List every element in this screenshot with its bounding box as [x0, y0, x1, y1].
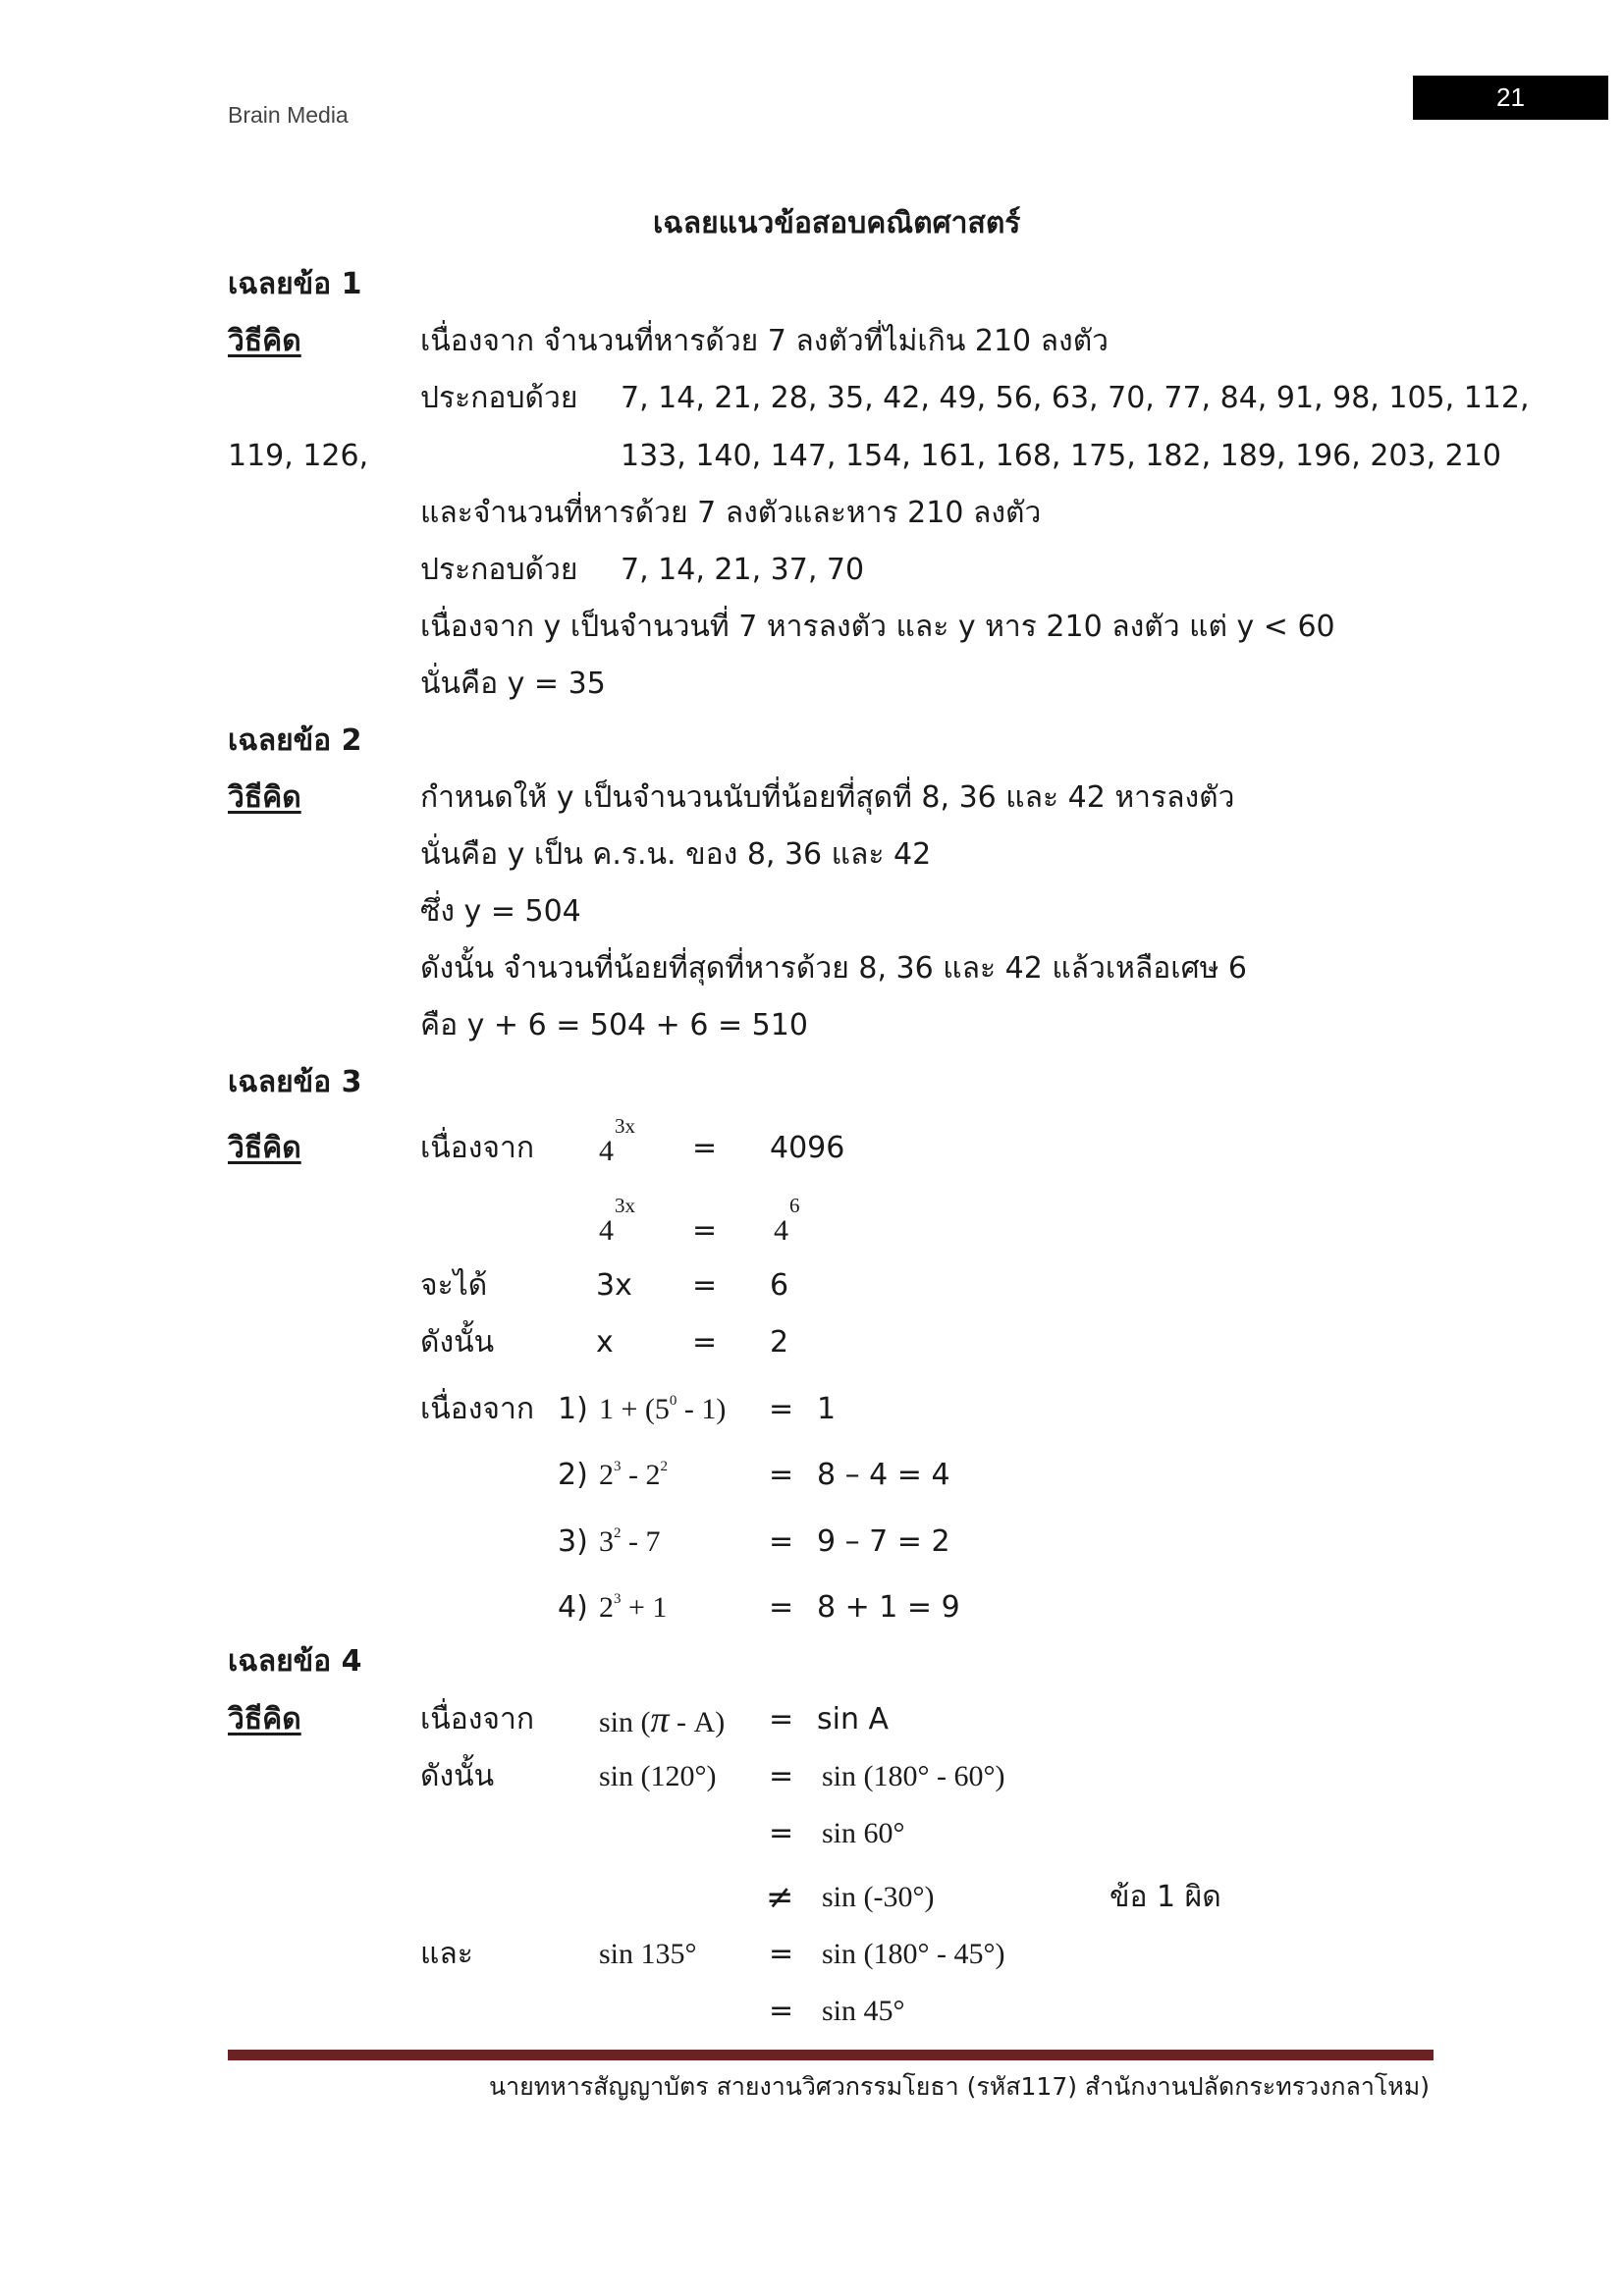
q4-l3-rhs: sin 60° — [822, 1817, 905, 1849]
q2-line-3: ซึ่ง y = 504 — [420, 894, 581, 929]
q4-l1-rhs: sin A — [817, 1702, 890, 1736]
q4-l2-equals: = — [769, 1759, 794, 1793]
q3-opt-1-equals: = — [769, 1392, 794, 1426]
q4-l4-note: ข้อ 1 ผิด — [1110, 1880, 1221, 1914]
q1-line-5-label: ประกอบด้วย — [420, 553, 578, 587]
q4-l2-lhs: sin (120°) — [599, 1760, 717, 1792]
q3-eq3-equals: = — [692, 1268, 718, 1303]
q4-l5-equals: = — [769, 1937, 794, 1971]
q4-l6-equals: = — [769, 1994, 794, 2028]
q3-eq2-rhs-exp: 6 — [789, 1194, 800, 1217]
q3-eq2-equals: = — [692, 1213, 718, 1248]
q1-line-2-label: ประกอบด้วย — [420, 381, 578, 415]
q2-line-2: นั่นคือ y เป็น ค.ร.น. ของ 8, 36 และ 42 — [420, 837, 932, 872]
header-brand: Brain Media — [228, 102, 349, 128]
q3-eq3-lhs: 3x — [596, 1268, 632, 1303]
q3-since-2: เนื่องจาก — [420, 1392, 535, 1426]
q3-opt-3-num: 3) — [558, 1524, 588, 1559]
q1-heading: เฉลยข้อ 1 — [228, 267, 362, 301]
q4-l5-rhs: sin (180° - 45°) — [822, 1938, 1005, 1970]
q1-line-6: เนื่องจาก y เป็นจำนวนที่ 7 หารลงตัว และ y หาร 210 ลงตัว แต่ y < 60 — [420, 610, 1335, 644]
q3-heading: เฉลยข้อ 3 — [228, 1065, 362, 1099]
q1-line-1: เนื่องจาก จำนวนที่หารด้วย 7 ลงตัวที่ไม่เกิน 210 ลงตัว — [420, 324, 1110, 358]
q4-l6-rhs: sin 45° — [822, 1995, 905, 2027]
q4-therefore: ดังนั้น — [420, 1759, 495, 1793]
q1-line-2-values: 7, 14, 21, 28, 35, 42, 49, 56, 63, 70, 77, 84, 91, 98, 105, 112, — [621, 381, 1530, 415]
q3-eq4-rhs: 2 — [770, 1325, 789, 1360]
q3-therefore: ดังนั้น — [420, 1325, 495, 1360]
q1-line-5-values: 7, 14, 21, 37, 70 — [621, 553, 865, 587]
footer-text: นายทหารสัญญาบัตร สายงานวิศวกรรมโยธา (รหัส117) สำนักงานปลัดกระทรวงกลาโหม) — [489, 2072, 1430, 2101]
q3-opt-4-expr: $2^3 + 1$ — [599, 1591, 668, 1624]
q3-opt-2-equals: = — [769, 1458, 794, 1492]
q2-line-5: คือ y + 6 = 504 + 6 = 510 — [420, 1008, 808, 1042]
q4-l4-rhs: sin (-30°) — [822, 1881, 935, 1913]
q3-opt-1-num: 1) — [558, 1392, 588, 1426]
q3-eq4-lhs: x — [596, 1325, 614, 1360]
q4-l5-lhs: sin 135° — [599, 1938, 697, 1970]
q3-opt-2-num: 2) — [558, 1458, 588, 1492]
q3-opt-3-rhs: 9 – 7 = 2 — [817, 1524, 950, 1559]
q2-method-label: วิธีคิด — [228, 780, 301, 815]
q3-opt-1-expr: $1 + (5^0 - 1)$ — [599, 1393, 727, 1425]
q1-line-7: นั่นคือ y = 35 — [420, 667, 606, 701]
q3-opt-3-equals: = — [769, 1524, 794, 1559]
q3-method-label: วิธีคิด — [228, 1131, 301, 1165]
q1-line-4: และจำนวนที่หารด้วย 7 ลงตัวและหาร 210 ลงตัว — [420, 496, 1042, 530]
q3-eq1-equals: = — [692, 1131, 718, 1165]
footer-rule — [228, 2050, 1434, 2060]
q3-since: เนื่องจาก — [420, 1131, 535, 1165]
q1-line-3-values: 133, 140, 147, 154, 161, 168, 175, 182, 189, 196, 203, 210 — [621, 439, 1501, 473]
q4-l1-lhs: sin (π - A) — [599, 1699, 726, 1740]
q3-eq1-exp: 3x — [615, 1114, 635, 1138]
q2-heading: เฉลยข้อ 2 — [228, 723, 362, 758]
q3-opt-2-expr: $2^3 - 2^2$ — [599, 1459, 668, 1491]
q4-since: เนื่องจาก — [420, 1702, 535, 1736]
q3-eq2-rhs-base: 4 — [774, 1214, 788, 1247]
q3-got: จะได้ — [420, 1268, 488, 1303]
q3-opt-2-rhs: 8 – 4 = 4 — [817, 1458, 950, 1492]
pi-symbol: π — [650, 1699, 670, 1740]
q3-eq4-equals: = — [692, 1325, 718, 1360]
q2-line-4: ดังนั้น จำนวนที่น้อยที่สุดที่หารด้วย 8, 36 และ 42 แล้วเหลือเศษ 6 — [420, 951, 1248, 986]
q2-line-1: กำหนดให้ y เป็นจำนวนนับที่น้อยที่สุดที่ 8, 36 และ 42 หารลงตัว — [420, 780, 1235, 815]
q4-method-label: วิธีคิด — [228, 1702, 301, 1736]
q3-eq3-rhs: 6 — [770, 1268, 789, 1303]
page-title: เฉลยแนวข้อสอบคณิตศาสตร์ — [653, 206, 1021, 240]
q1-line-3-left: 119, 126, — [228, 439, 369, 473]
q3-opt-4-rhs: 8 + 1 = 9 — [817, 1590, 960, 1625]
q4-l3-equals: = — [769, 1816, 794, 1850]
q3-eq1-rhs: 4096 — [770, 1131, 845, 1165]
page-number: 21 — [1413, 76, 1608, 120]
q3-eq2-base: 4 — [599, 1214, 614, 1247]
q3-opt-4-equals: = — [769, 1590, 794, 1625]
q4-l2-rhs: sin (180° - 60°) — [822, 1760, 1005, 1792]
q1-method-label: วิธีคิด — [228, 324, 301, 358]
q3-opt-1-rhs: 1 — [817, 1392, 837, 1426]
q4-heading: เฉลยข้อ 4 — [228, 1644, 362, 1679]
q4-l4-neq: ≠ — [766, 1878, 794, 1917]
q4-l1-equals: = — [769, 1702, 794, 1736]
q3-eq1-base: 4 — [599, 1135, 614, 1167]
q3-opt-3-expr: $3^2 - 7$ — [599, 1525, 661, 1558]
q4-and: และ — [420, 1937, 473, 1971]
q3-eq2-exp: 3x — [615, 1194, 635, 1217]
q3-opt-4-num: 4) — [558, 1590, 588, 1625]
